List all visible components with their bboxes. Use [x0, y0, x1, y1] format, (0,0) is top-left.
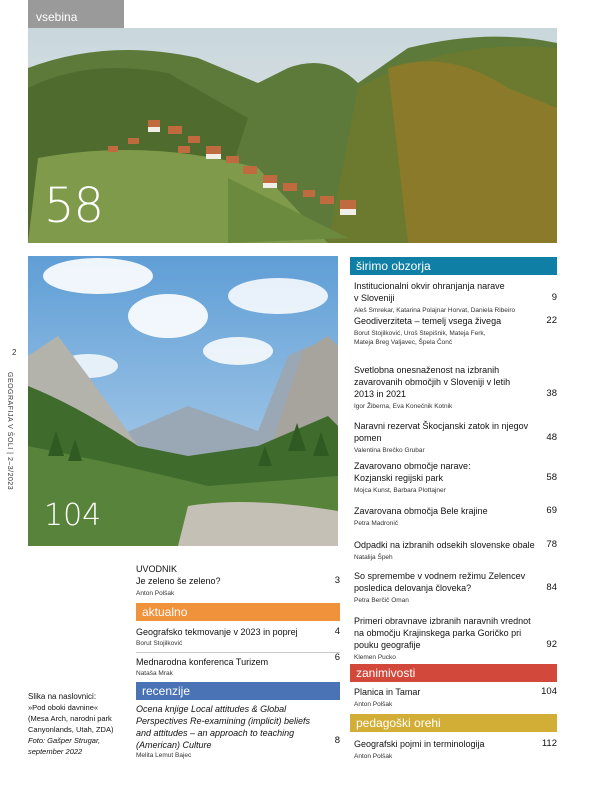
- sirimo-label: širimo obzorja: [356, 259, 431, 273]
- toc-entry-title-line: Zavarovana območja Bele krajine: [354, 506, 488, 516]
- caption-heading: Slika na naslovnici:: [28, 692, 97, 701]
- caption-photo-date: september 2022: [28, 747, 83, 756]
- toc-entry-page: 22: [546, 315, 557, 326]
- aktualno-item-author: Nataša Mrak: [136, 670, 173, 677]
- toc-entry-page: 92: [546, 639, 557, 650]
- aktualno-item-page: 4: [334, 626, 340, 637]
- toc-entry-title-line: pomen: [354, 433, 382, 443]
- aktualno-label: aktualno: [142, 605, 188, 619]
- zanimivosti-label: zanimivosti: [356, 666, 416, 680]
- caption-line: »Pod oboki davnine«: [28, 703, 99, 712]
- toc-entry-page: 58: [546, 472, 557, 483]
- toc-entry-title-line: Institucionalni okvir ohranjanja narave: [354, 281, 505, 291]
- pedagoski-header: [350, 714, 557, 732]
- toc-entry-page: 38: [546, 388, 557, 399]
- recenzije-title-line: Perspectives Re-examining (implicit) beliefs: [136, 716, 311, 726]
- toc-entry-author: Klemen Pucko: [354, 654, 396, 661]
- toc-entry-page: 69: [546, 505, 557, 516]
- village-landscape-image: [28, 28, 557, 243]
- recenzije-title-line: (American) Culture: [136, 740, 212, 750]
- section-tab-label: vsebina: [36, 10, 78, 24]
- toc-entry-title-line: posledica delovanja človeka?: [354, 583, 472, 593]
- toc-entry-title-line: zavarovanih območjih v Sloveniji v letih: [354, 377, 511, 387]
- recenzije-label: recenzije: [142, 684, 191, 698]
- toc-entry-author: Igor Žiberna, Eva Konečnik Kotnik: [354, 403, 453, 410]
- zanimivosti-author: Anton Polšak: [354, 701, 393, 708]
- toc-entry-page: 9: [551, 292, 557, 303]
- toc-entry-title-line: Naravni rezervat Škocjanski zatok in njegov: [354, 421, 529, 431]
- toc-entry-title-line: v Sloveniji: [354, 293, 395, 303]
- cover-photo-village: [28, 28, 557, 243]
- uvodnik-label: UVODNIK: [136, 564, 178, 574]
- toc-entry-author: Mateja Breg Valjavec, Špela Čonč: [354, 339, 453, 346]
- recenzije-title-line: and attitudes – an approach to teaching: [136, 728, 295, 738]
- sirimo-header: [350, 257, 557, 275]
- toc-entry-title-line: pouku geografije: [354, 640, 421, 650]
- toc-entry-title-line: Zavarovano območje narave:: [354, 461, 471, 471]
- toc-entry-title-line: Primeri obravnave izbranih naravnih vrednot: [354, 616, 531, 626]
- toc-entry-author: Borut Stojilković, Uroš Stepišnik, Mateja Ferk,: [354, 330, 486, 337]
- cover-photo-valley: [28, 256, 338, 546]
- toc-entry-author: Aleš Smrekar, Katarina Polajnar Horvat, Daniela Ribeiro: [354, 307, 516, 314]
- recenzije-author: Melita Lemut Bajec: [136, 752, 192, 759]
- feature-page-number: 58: [44, 178, 104, 234]
- zanimivosti-page: 104: [541, 686, 557, 697]
- toc-entry-author: Mojca Kunst, Barbara Plottajner: [354, 487, 446, 494]
- uvodnik-title: Je zeleno še zeleno?: [136, 576, 221, 586]
- pedagoski-title: Geografski pojmi in terminologija: [354, 739, 485, 749]
- toc-entry-title-line: 2013 in 2021: [354, 389, 407, 399]
- toc-entry-page: 78: [546, 539, 557, 550]
- recenzije-header: [136, 682, 340, 700]
- recenzije-page: 8: [334, 735, 340, 746]
- toc-entry-page: 48: [546, 432, 557, 443]
- pedagoski-page: 112: [541, 738, 557, 749]
- zanimivosti-title: Planica in Tamar: [354, 687, 421, 697]
- aktualno-item-author: Borut Stojilković: [136, 640, 183, 647]
- cover-caption: [28, 691, 132, 757]
- toc-entry-title-line: na območju Krajinskega parka Goričko pri: [354, 628, 522, 638]
- pedagoski-label: pedagoški orehi: [356, 716, 441, 730]
- recenzije-title-line: Ocena knjige Local attitudes & Global: [136, 704, 287, 714]
- uvodnik-author: Anton Polšak: [136, 590, 175, 597]
- toc-entry-title-line: Odpadki na izbranih odsekih slovenske obale: [354, 540, 535, 550]
- toc-entry-page: 84: [546, 582, 557, 593]
- publication-issue: GEOGRAFIJA V ŠOLI | 2–3/2023: [6, 372, 13, 491]
- aktualno-item-title: Mednarodna konferenca Turizem: [136, 657, 269, 667]
- page-number: 2: [12, 348, 17, 357]
- feature-page-number: 104: [44, 498, 102, 533]
- caption-line: (Mesa Arch, narodni park: [28, 714, 112, 723]
- uvodnik-page: 3: [334, 575, 340, 586]
- zanimivosti-header: [350, 664, 557, 682]
- toc-entry-author: Valentina Brečko Grubar: [354, 447, 425, 454]
- toc-entry-title-line: So spremembe v vodnem režimu Zelencev: [354, 571, 526, 581]
- aktualno-item-title: Geografsko tekmovanje v 2023 in poprej: [136, 627, 298, 637]
- toc-entry-author: Petra Madronič: [354, 520, 399, 527]
- toc-entry-title-line: Geodiverziteta – temelj vsega živega: [354, 316, 502, 326]
- toc-entry-title-line: Svetlobna onesnaženost na izbranih: [354, 365, 500, 375]
- toc-entry-author: Natalija Špeh: [354, 554, 393, 561]
- section-tab: [28, 0, 124, 28]
- toc-entry-author: Petra Berčič Oman: [354, 597, 409, 604]
- aktualno-item-page: 6: [334, 652, 340, 663]
- toc-entry-title-line: Kozjanski regijski park: [354, 473, 444, 483]
- aktualno-header: [136, 603, 340, 621]
- caption-line: Canyonlands, Utah, ZDA): [28, 725, 114, 734]
- caption-photo-credit: Foto: Gašper Strugar,: [28, 736, 101, 745]
- pedagoski-author: Anton Polšak: [354, 753, 393, 760]
